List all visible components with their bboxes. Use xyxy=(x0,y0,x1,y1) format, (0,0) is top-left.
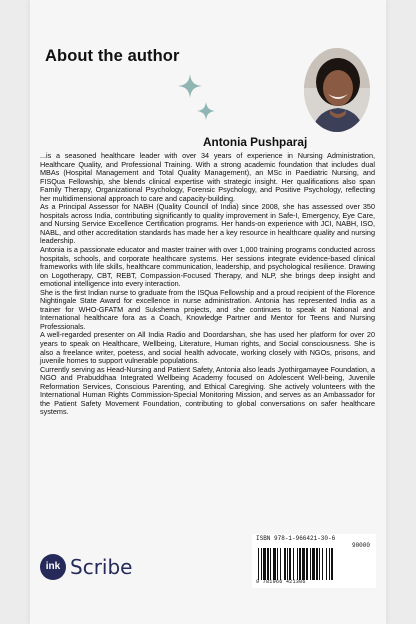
bio-paragraph: ...is a seasoned healthcare leader with over 34 years of experience in Nursing Administration, Healthcare Quality, and Professional Training. With a strong academic foundation that includes dual MBAs (Hospital Management and Total Quality Management), an MSc in Paediatric Nursing, and FISQua Fellowship, she blends clinical expertise with strategic insight. Her qualifications also span Family Therapy, Organizational Psychology, Forensic Psychology, and Positive Psychology, reflecting her multidimensional approach to care and capacity-building. xyxy=(40,151,375,203)
bio-paragraph: She is the first Indian nurse to graduate from the ISQua Fellowship and a proud recipient of the Florence Nightingale State Award for excellence in nurse administration. Antonia has represented India as a trainer for WHO-GFATM and Sukshema projects, and she continues to speak at National and International healthcare fora as a Coach, Knowledge Partner and Mentor for Teens and Nursing Professionals. xyxy=(40,287,375,331)
barcode-number: 9 781966 421306 xyxy=(256,579,306,585)
bio-paragraph: Antonia is a passionate educator and master trainer with over 1,000 training programs conducted across hospitals, schools, and corporate healthcare systems. Her sessions integrate evidence-based clinical frameworks with life skills, healthcare communication, leadership, and psychological resilience. Drawing on Logotherapy, CBT, REBT, Compassion-Focused Therapy, and NLP, she brings deep insight and emotional intelligence into every interaction. xyxy=(40,245,375,289)
isbn-barcode xyxy=(252,534,376,588)
author-portrait-icon xyxy=(304,48,370,132)
sparkle-icon xyxy=(172,66,222,130)
bio-paragraph: As a Principal Assessor for NABH (Quality Council of India) since 2008, she has assessed over 350 hospitals across India, contributing significantly to quality improvement in Safe-I, Emergency, Eye Care, and Nursing Service Excellence Certification programs. Her hands-on experience with JCI, NABH, ISO, NABL, and other accreditation standards has made her a key resource in healthcare quality and nursing leadership. xyxy=(40,202,375,246)
barcode-bars-icon xyxy=(258,548,372,580)
bio-paragraph: Currently serving as Head-Nursing and Patient Safety, Antonia also leads Jyothirgamayee Foundation, a NGO and Prabuddhaa Integrated Wellbeing Academy focused on Adolescent Well-being, Juvenile Reformation Services, Conscious Parenting, and Ethical Caregiving. She actively volunteers with the International Human Rights Commission-Special Monitoring Mission, and serves as an Ambassador for the Patient Safety Movement Foundation, contributing to global conversations on safer healthcare systems. xyxy=(40,364,375,417)
author-name: Antonia Pushparaj xyxy=(203,135,308,149)
bio-paragraph: A well-regarded presenter on All India Radio and Doordarshan, she has used her platform for over 20 years to speak on Healthcare, Wellbeing, Literature, Human rights, and Social consciousness. She is also a freelance writer, poetess, and social health advocate, working closely with NGOs, prisons, and juvenile homes to support vulnerable populations. xyxy=(40,330,375,366)
publisher-badge: ink xyxy=(40,554,66,580)
publisher-name: Scribe xyxy=(70,555,133,579)
author-bio xyxy=(40,152,375,417)
author-photo xyxy=(304,48,370,132)
price-code: 90000 xyxy=(351,542,370,549)
isbn-text: ISBN 978-1-966421-30-6 xyxy=(256,535,336,542)
section-heading: About the author xyxy=(45,47,180,65)
